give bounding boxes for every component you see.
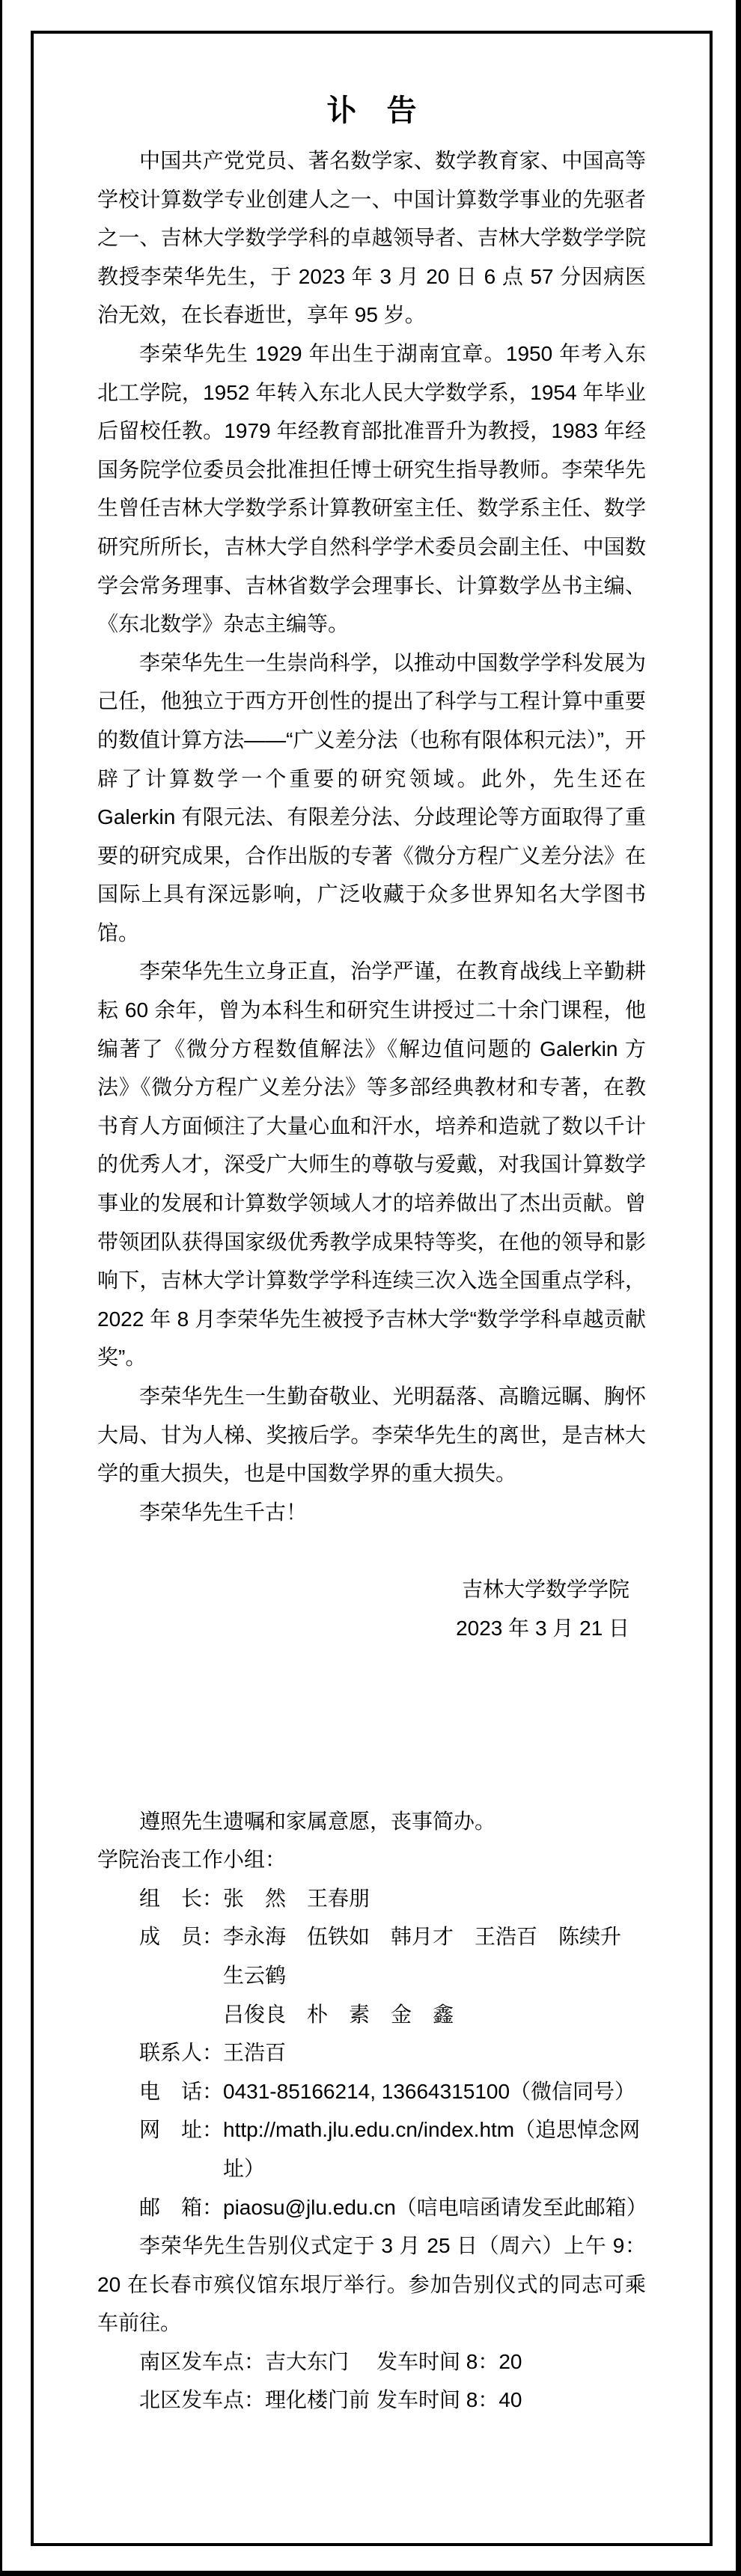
paragraph-intro: 中国共产党党员、著名数学家、数学教育家、中国高等学校计算数学专业创建人之一、中国计算数学事业的先驱者之一、吉林大学数学学科的卓越领导者、吉林大学数学学院教授李荣华先生，于 2023 年 3 月 20 日 6 点 57 分因病医治无效，在长春逝世，享年 95 岁。 <box>97 149 646 327</box>
members-names <box>223 1917 646 2033</box>
email-address: piaosu@jlu.edu.cn（唁电唁函请发至此邮箱） <box>223 2195 647 2219</box>
phone-row <box>139 2072 646 2111</box>
obituary-body <box>97 141 646 1531</box>
bus-route-north <box>139 2381 646 2420</box>
phone-numbers: 0431-85166214, 13664315100（微信同号） <box>223 2079 636 2103</box>
contact-person-row <box>139 2033 646 2072</box>
website-url: http://math.jlu.edu.cn/index.htm（追思悼念网址） <box>223 2118 641 2180</box>
signature-date: 2023 年 3 月 21 日 <box>456 1616 629 1640</box>
email-row <box>139 2188 646 2227</box>
website-row <box>139 2110 646 2188</box>
work-group-members-row <box>139 1917 646 2033</box>
paragraph-research: 李荣华先生一生崇尚科学，以推动中国数学学科发展为己任，他独立于西方开创性的提出了科学与工程计算中重要的数值计算方法——“广义差分法（也称有限体积元法）”，开辟了计算数学一个重要的研究领域。此外，先生还在 Galerkin 有限元法、有限差分法、分歧理论等方面取得了重要的研究成果，合作出版的专著《微分方程广义差分法》在国际上具有深远影响，广泛收藏于众多世界知名大学图书馆。 <box>97 650 646 944</box>
bus-south-time: 发车时间 8：20 <box>376 2349 522 2373</box>
funeral-arrangements <box>97 1802 646 2420</box>
website-label: 网 址： <box>139 2118 224 2142</box>
leader-names: 张 然 王春朋 <box>223 1886 370 1910</box>
members-names-line1: 李永海 伍铁如 韩月才 王浩百 陈续升 生云鹤 <box>223 1925 643 1987</box>
bus-south-point: 南区发车点：吉大东门 <box>139 2349 350 2373</box>
members-label: 成 员： <box>139 1925 224 1949</box>
funeral-note: 遵照先生遗嘱和家属意愿，丧事简办。 <box>139 1809 496 1833</box>
paragraph-tribute: 李荣华先生一生勤奋敬业、光明磊落、高瞻远瞩、胸怀大局、甘为人梯、奖掖后学。李荣华先生的离世，是吉林大学的重大损失，也是中国数学界的重大损失。 <box>97 1385 646 1486</box>
obituary-document <box>31 31 713 2546</box>
contact-name: 王浩百 <box>223 2041 287 2065</box>
leader-label: 组 长： <box>139 1886 224 1910</box>
members-names-line2: 吕俊良 朴 素 金 鑫 <box>223 2002 454 2026</box>
phone-label: 电 话： <box>139 2079 224 2103</box>
scan-edge-right <box>736 0 741 2576</box>
contact-label: 联系人： <box>139 2041 224 2065</box>
scan-edge-left <box>0 0 2 2576</box>
email-label: 邮 箱： <box>139 2195 224 2219</box>
work-group-leader-row <box>139 1879 646 1918</box>
bus-route-south <box>139 2342 646 2381</box>
signature-block <box>97 1570 646 1647</box>
signature-org: 吉林大学数学学院 <box>461 1578 629 1602</box>
paragraph-teaching: 李荣华先生立身正直，治学严谨，在教育战线上辛勤耕耘 60 余年，曾为本科生和研究生讲授过二十余门课程，他编著了《微分方程数值解法》《解边值问题的 Galerkin 方法》《微分方程广义差分法》等多部经典教材和专著，在教书育人方面倾注了大量心血和汗水，培养和造就了数以千计的优秀人才，深受广大师生的尊敬与爱戴，对我国计算数学事业的发展和计算数学领域人才的培养做出了杰出贡献。曾带领团队获得国家级优秀教学成果特等奖，在他的领导和影响下，吉林大学计算数学学科连续三次入选全国重点学科，2022 年 8 月李荣华先生被授予吉林大学“数学学科卓越贡献奖”。 <box>97 959 646 1370</box>
farewell-ceremony-paragraph: 李荣华先生告别仪式定于 3 月 25 日（周六）上午 9：20 在长春市殡仪馆东垠厅举行。参加告别仪式的同志可乘车前往。 <box>97 2234 646 2335</box>
work-group-heading: 学院治丧工作小组： <box>97 1848 287 1872</box>
obituary-title: 讣 告 <box>326 94 417 127</box>
scan-edge-bottom <box>0 2571 741 2576</box>
paragraph-biography: 李荣华先生 1929 年出生于湖南宜章。1950 年考入东北工学院，1952 年转入东北人民大学数学系，1954 年毕业后留校任教。1979 年经教育部批准晋升为教授，1983 年经国务院学位委员会批准担任博士研究生指导教师。李荣华先生曾任吉林大学数学系计算教研室主任、数学系主任、数学研究所所长，吉林大学自然科学学术委员会副主任、中国数学会常务理事、吉林省数学会理事长、计算数学丛书主编、《东北数学》杂志主编等。 <box>97 341 646 636</box>
bus-north-point: 北区发车点：理化楼门前 <box>139 2388 370 2412</box>
bus-north-time: 发车时间 8：40 <box>376 2388 522 2412</box>
paragraph-farewell-cry: 李荣华先生千古！ <box>139 1500 308 1524</box>
